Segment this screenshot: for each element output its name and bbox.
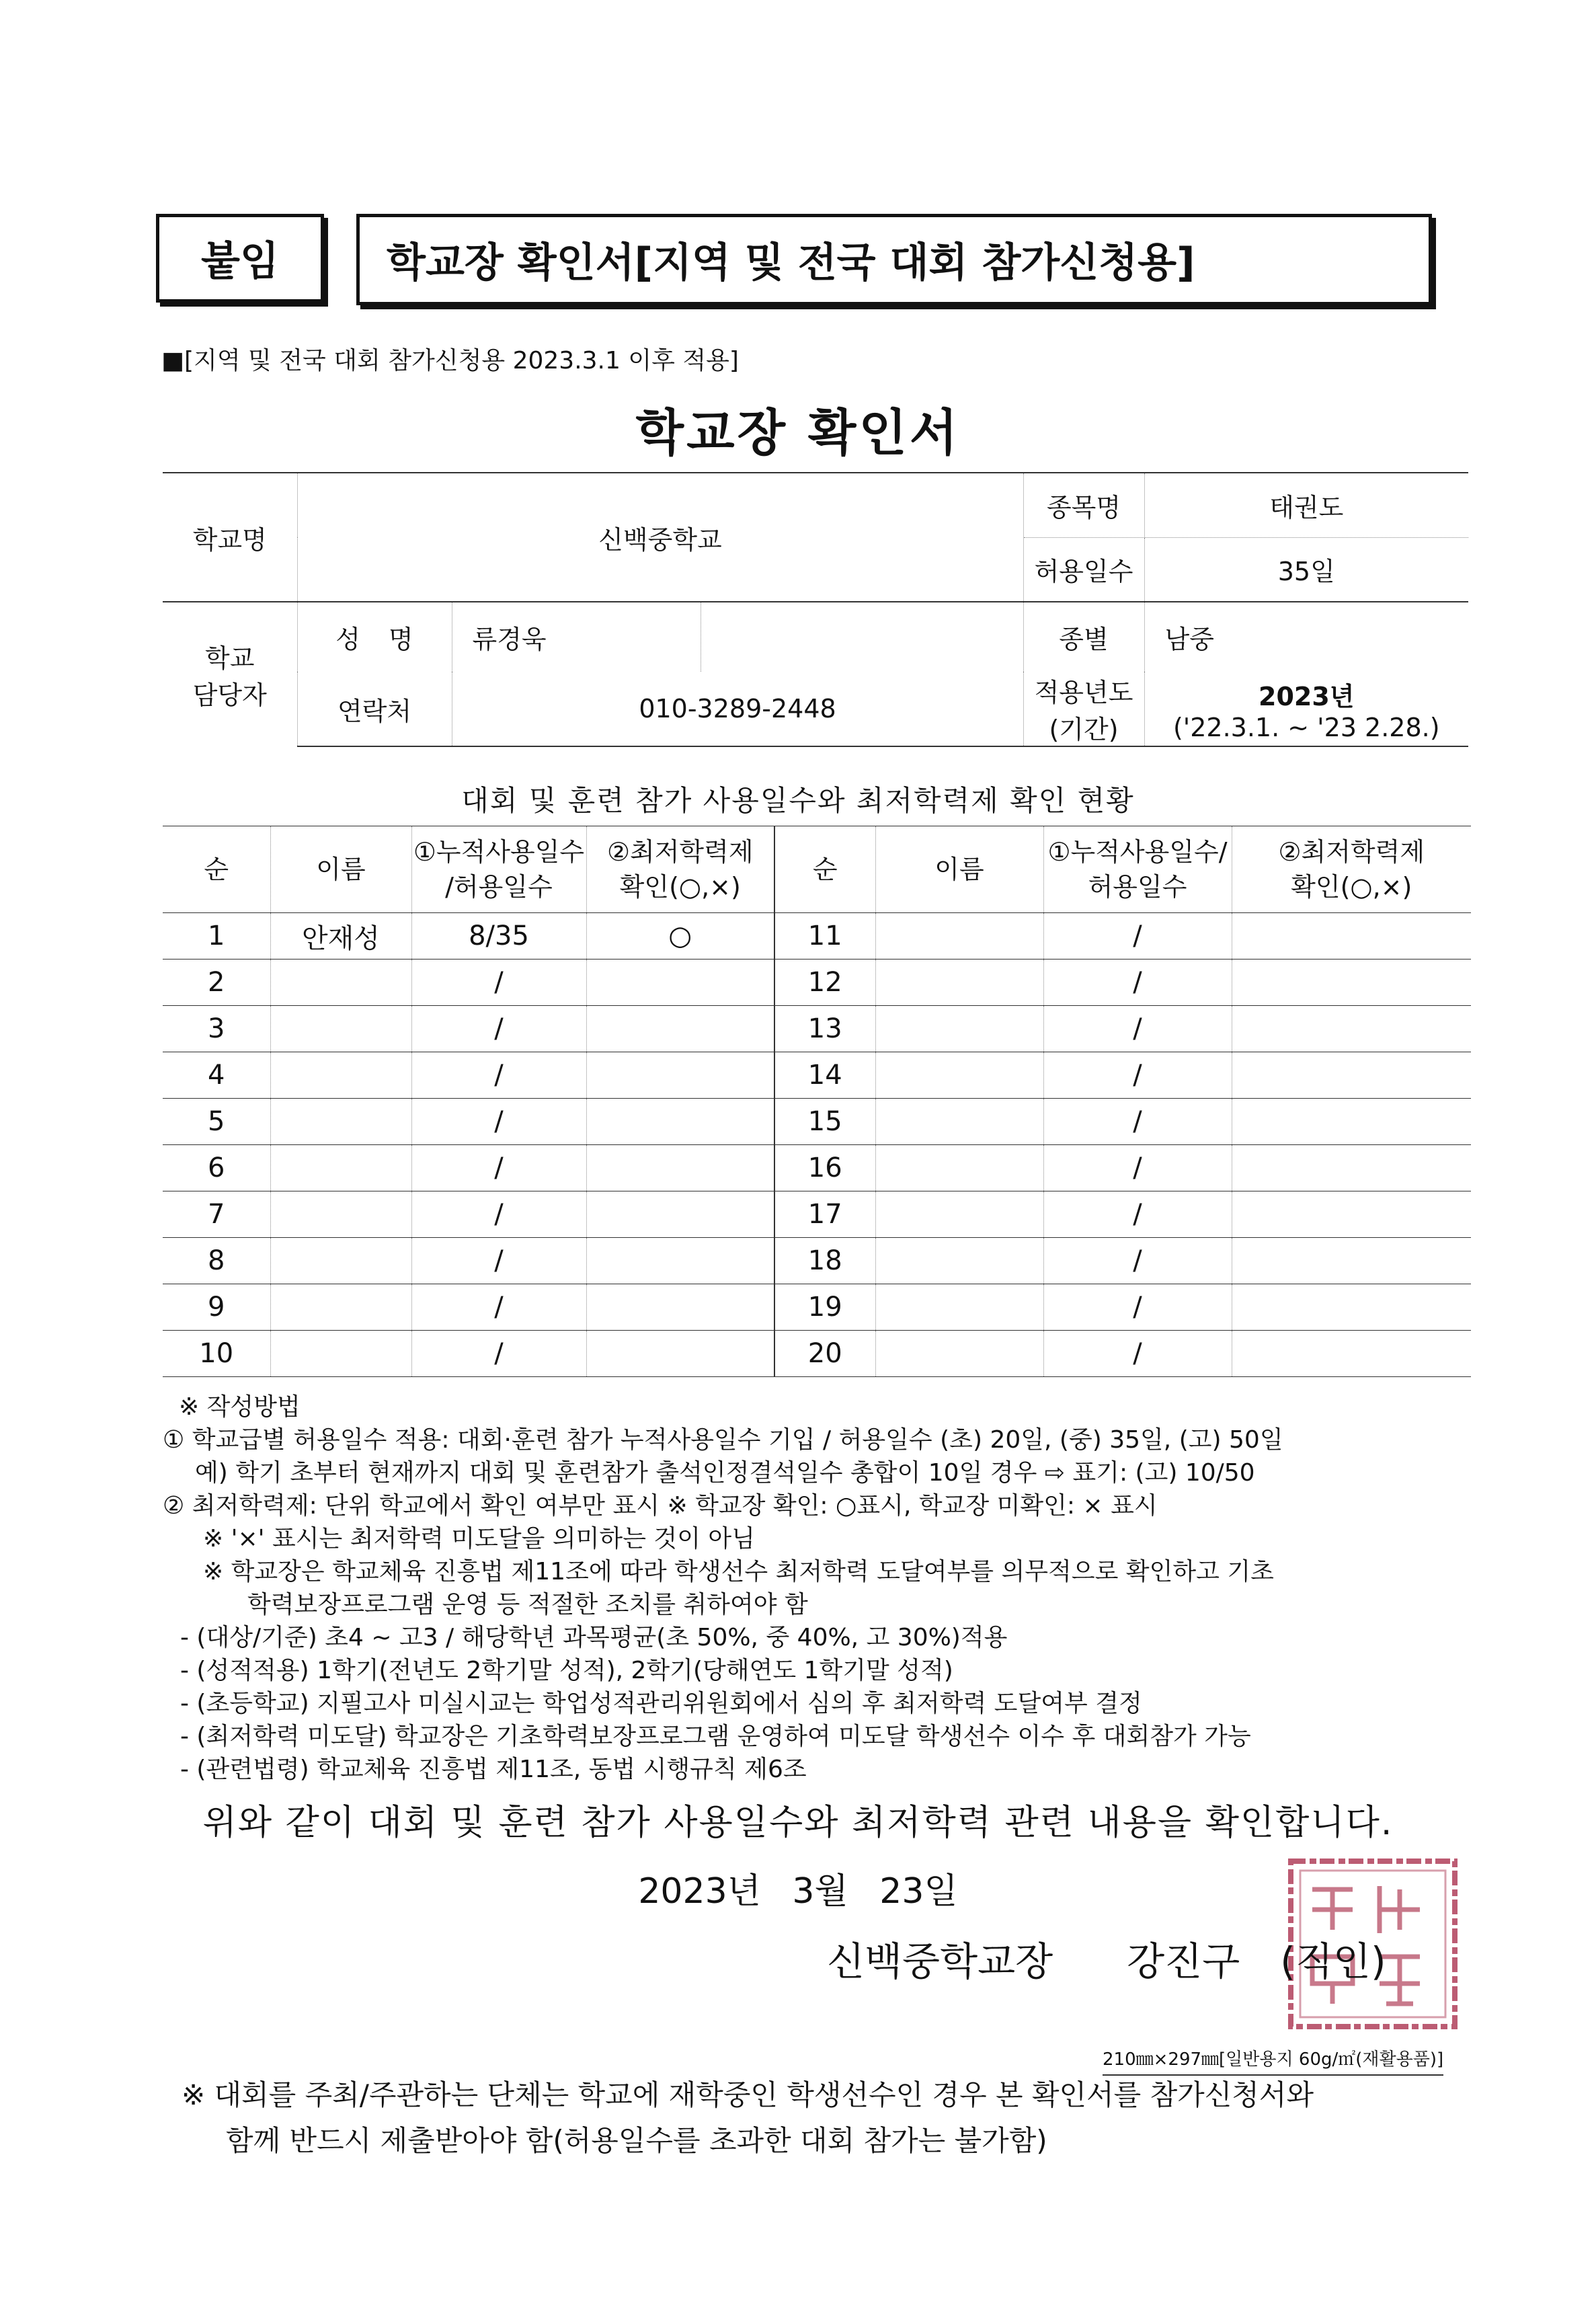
table-cell: / xyxy=(1043,1331,1232,1377)
table-cell xyxy=(875,1145,1043,1191)
note-line: ① 학교급별 허용일수 적용: 대회·훈련 참가 누적사용일수 기입 / 허용일수 (초) 20일, (중) 35일, (고) 50일 xyxy=(163,1426,1283,1454)
col-name-left: 이름 xyxy=(270,826,411,913)
table-cell: 20 xyxy=(774,1331,875,1377)
table-cell xyxy=(270,960,411,1006)
col-check-left: ②최저학력제 확인(○,×) xyxy=(586,826,774,913)
sport-value: 태권도 xyxy=(1144,473,1468,537)
document-title: 학교장 확인서 xyxy=(635,404,961,462)
table-cell xyxy=(875,1191,1043,1238)
table-cell: 13 xyxy=(774,1006,875,1052)
table-cell: 8 xyxy=(163,1238,270,1284)
instructions xyxy=(163,1391,1480,1786)
table-cell xyxy=(1232,913,1471,960)
table-cell xyxy=(586,1099,774,1145)
table-cell xyxy=(270,1191,411,1238)
table-row xyxy=(163,1145,1471,1191)
table-row xyxy=(163,1099,1471,1145)
note-line: ② 최저학력제: 단위 학교에서 확인 여부만 표시 ※ 학교장 확인: ○표시, 학교장 미확인: × 표시 xyxy=(163,1492,1158,1520)
table-cell xyxy=(1232,1099,1471,1145)
name-value: 류경욱 xyxy=(452,602,701,672)
table-cell: 7 xyxy=(163,1191,270,1238)
table-cell: / xyxy=(411,1238,586,1284)
table-cell: 17 xyxy=(774,1191,875,1238)
table-cell: 6 xyxy=(163,1145,270,1191)
name-label: 성 명 xyxy=(297,602,452,672)
table-cell: / xyxy=(1043,913,1232,960)
table-cell: / xyxy=(411,1191,586,1238)
table-row xyxy=(163,1191,1471,1238)
table-row xyxy=(163,960,1471,1006)
allowed-days-label: 허용일수 xyxy=(1023,537,1144,602)
table-cell: ○ xyxy=(586,913,774,960)
table-cell: 안재성 xyxy=(270,913,411,960)
status-section-title: 대회 및 훈련 참가 사용일수와 최저학력제 확인 현황 xyxy=(461,784,1135,817)
table-cell xyxy=(1232,1191,1471,1238)
table-cell: 12 xyxy=(774,960,875,1006)
table-cell xyxy=(270,1099,411,1145)
participation-table xyxy=(163,826,1471,1377)
table-cell: / xyxy=(1043,1145,1232,1191)
col-name-right: 이름 xyxy=(875,826,1043,913)
note-line: - (성적적용) 1학기(전년도 2학기말 성적), 2학기(당해연도 1학기말 성적) xyxy=(180,1657,953,1684)
table-cell: 18 xyxy=(774,1238,875,1284)
table-cell: 15 xyxy=(774,1099,875,1145)
table-cell: / xyxy=(411,960,586,1006)
principal-name: 강진구 xyxy=(1127,1939,1240,1984)
table-cell xyxy=(875,1006,1043,1052)
table-cell xyxy=(586,1238,774,1284)
table-cell xyxy=(586,1006,774,1052)
col-check-right: ②최저학력제 확인(○,×) xyxy=(1232,826,1471,913)
school-name-value: 신백중학교 xyxy=(297,473,1023,602)
principal-signature-line xyxy=(827,1930,1386,1986)
seal-mark: (직인) xyxy=(1280,1939,1386,1984)
note-line: 예) 학기 초부터 현재까지 대회 및 훈련참가 출석인정결석일수 총합이 10일 경우 ⇨ 표기: (고) 10/50 xyxy=(195,1459,1255,1487)
table-cell xyxy=(270,1006,411,1052)
table-cell: 11 xyxy=(774,913,875,960)
submission-notice xyxy=(182,2072,1459,2164)
table-cell xyxy=(875,960,1043,1006)
school-name-label: 학교명 xyxy=(163,473,297,602)
table-cell: 10 xyxy=(163,1331,270,1377)
note-line: ※ '×' 표시는 최저학력 미도달을 의미하는 것이 아님 xyxy=(203,1525,755,1553)
note-line: - (대상/기준) 초4 ~ 고3 / 해당학년 과목평균(초 50%, 중 40%, 고 30%)적용 xyxy=(180,1624,1008,1651)
table-cell xyxy=(586,1284,774,1331)
table-cell xyxy=(875,1331,1043,1377)
note-line: ※ 학교장은 학교체육 진흥법 제11조에 따라 학생선수 최저학력 도달여부를 의무적으로 확인하고 기초 xyxy=(203,1558,1274,1586)
col-no-right: 순 xyxy=(774,826,875,913)
table-cell xyxy=(270,1284,411,1331)
table-cell: 2 xyxy=(163,960,270,1006)
sport-label: 종목명 xyxy=(1023,473,1144,537)
table-cell xyxy=(586,1191,774,1238)
note-line: 학력보장프로그램 운영 등 적절한 조치를 취하여야 함 xyxy=(247,1591,808,1618)
table-cell xyxy=(875,1052,1043,1099)
table-cell: / xyxy=(411,1331,586,1377)
attachment-tag: 붙임 xyxy=(156,214,324,303)
issue-date: 2023년 3월 23일 xyxy=(638,1871,958,1912)
form-title-box: 학교장 확인서[지역 및 전국 대회 참가신청용] xyxy=(356,214,1432,305)
school-info-table xyxy=(163,472,1468,747)
year-value: 2023년 ('22.3.1. ~ '23 2.28.) xyxy=(1144,672,1468,746)
table-cell xyxy=(1232,1331,1471,1377)
table-cell xyxy=(875,1099,1043,1145)
table-cell: / xyxy=(1043,1191,1232,1238)
table-row xyxy=(163,1238,1471,1284)
table-cell: 1 xyxy=(163,913,270,960)
table-cell xyxy=(1232,960,1471,1006)
table-cell xyxy=(270,1052,411,1099)
table-cell xyxy=(1232,1052,1471,1099)
table-cell: / xyxy=(1043,1284,1232,1331)
col-no-left: 순 xyxy=(163,826,270,913)
table-cell xyxy=(270,1238,411,1284)
table-cell: 3 xyxy=(163,1006,270,1052)
table-cell: / xyxy=(1043,1099,1232,1145)
table-cell xyxy=(1232,1238,1471,1284)
note-line: - (최저학력 미도달) 학교장은 기초학력보장프로그램 운영하여 미도달 학생선수 이수 후 대회참가 가능 xyxy=(180,1723,1251,1750)
table-cell xyxy=(586,1052,774,1099)
gender-value: 남중 xyxy=(1144,602,1468,672)
table-cell: / xyxy=(1043,1052,1232,1099)
instructions-heading: ※ 작성방법 xyxy=(179,1393,301,1421)
table-cell xyxy=(875,1284,1043,1331)
table-cell: 16 xyxy=(774,1145,875,1191)
table-cell xyxy=(270,1331,411,1377)
table-cell: / xyxy=(411,1284,586,1331)
gender-label: 종별 xyxy=(1023,602,1144,672)
table-cell xyxy=(586,1331,774,1377)
year-label: 적용년도 (기간) xyxy=(1023,672,1144,746)
applicability-note: ■[지역 및 전국 대회 참가신청용 2023.3.1 이후 적용] xyxy=(161,347,739,375)
table-cell xyxy=(1232,1284,1471,1331)
table-cell: 8/35 xyxy=(411,913,586,960)
manager-label: 학교 담당자 xyxy=(163,602,297,746)
table-row xyxy=(163,913,1471,960)
note-line: - (관련법령) 학교체육 진흥법 제11조, 동법 시행규칙 제6조 xyxy=(180,1756,807,1783)
table-cell: 19 xyxy=(774,1284,875,1331)
table-cell xyxy=(586,1145,774,1191)
table-row xyxy=(163,1284,1471,1331)
table-cell: 4 xyxy=(163,1052,270,1099)
contact-value: 010-3289-2448 xyxy=(452,672,1023,746)
table-cell: / xyxy=(411,1099,586,1145)
table-row xyxy=(163,1052,1471,1099)
table-cell: / xyxy=(1043,1238,1232,1284)
table-row xyxy=(163,1006,1471,1052)
table-cell: / xyxy=(411,1006,586,1052)
table-cell: 14 xyxy=(774,1052,875,1099)
table-cell xyxy=(1232,1006,1471,1052)
table-cell: / xyxy=(411,1052,586,1099)
confirmation-statement: 위와 같이 대회 및 훈련 참가 사용일수와 최저학력 관련 내용을 확인합니다. xyxy=(202,1803,1394,1843)
table-cell xyxy=(875,913,1043,960)
paper-spec: 210㎜×297㎜[일반용지 60g/㎡(재활용품)] xyxy=(1103,2045,1443,2076)
note-line: - (초등학교) 지필고사 미실시교는 학업성적관리위원회에서 심의 후 최저학력 도달여부 결정 xyxy=(180,1690,1142,1717)
table-cell: / xyxy=(1043,1006,1232,1052)
table-cell: / xyxy=(411,1145,586,1191)
allowed-days-value: 35일 xyxy=(1277,557,1335,587)
table-cell: / xyxy=(1043,960,1232,1006)
table-cell xyxy=(875,1238,1043,1284)
table-row xyxy=(163,1331,1471,1377)
col-days-left: ①누적사용일수 /허용일수 xyxy=(411,826,586,913)
principal-title: 신백중학교장 xyxy=(827,1939,1053,1984)
table-cell: 5 xyxy=(163,1099,270,1145)
table-cell: 9 xyxy=(163,1284,270,1331)
table-cell xyxy=(1232,1145,1471,1191)
col-days-right: ①누적사용일수/ 허용일수 xyxy=(1043,826,1232,913)
table-cell xyxy=(586,960,774,1006)
footer-line: ※ 대회를 주최/주관하는 단체는 학교에 재학중인 학생선수인 경우 본 확인서를 참가신청서와 xyxy=(182,2078,1314,2111)
table-cell xyxy=(270,1145,411,1191)
footer-line: 함께 반드시 제출받아야 함(허용일수를 초과한 대회 참가는 불가함) xyxy=(226,2124,1047,2157)
contact-label: 연락처 xyxy=(297,672,452,746)
